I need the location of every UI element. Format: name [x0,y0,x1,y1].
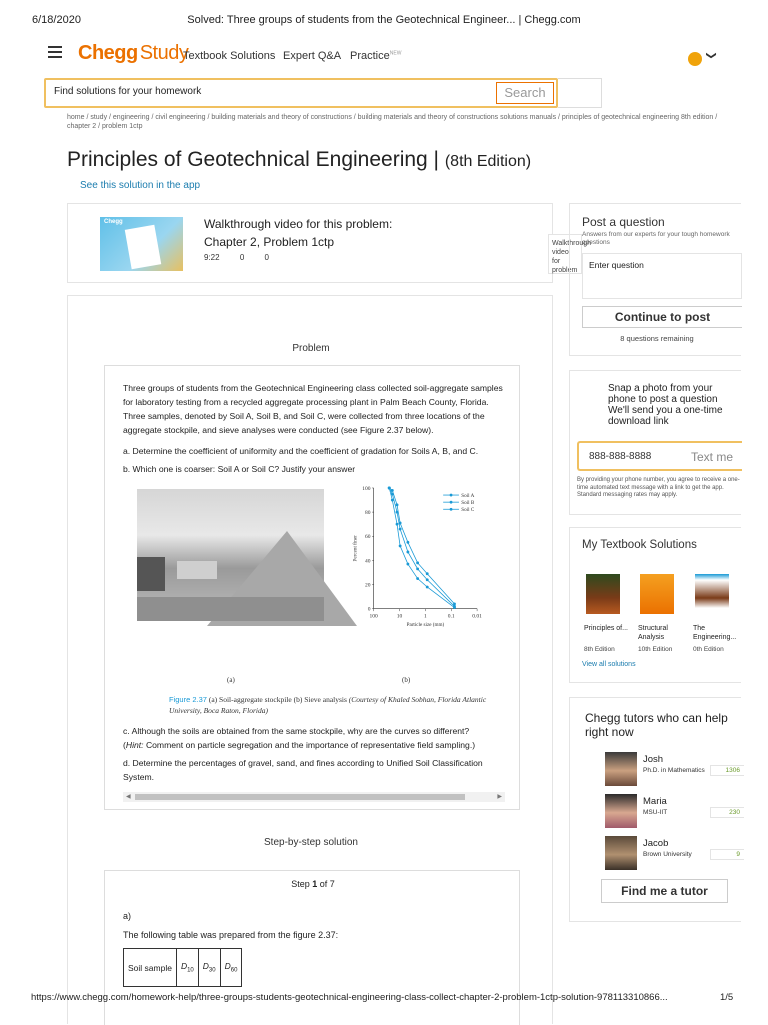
questions-remaining: 8 questions remaining [620,334,694,343]
problem-part-b: b. Which one is coarser: Soil A or Soil C? Justify your answer [123,464,356,474]
x-tick-label: 100 [369,613,378,620]
step-part: a) [123,911,132,921]
post-question-title: Post a question [582,215,665,229]
data-point [396,523,399,526]
data-point [453,602,456,605]
step-word: Step [291,879,310,889]
tutor-degree: MSU-IIT [643,809,668,816]
d-subscript: 60 [230,967,238,974]
data-point [388,487,391,490]
print-title: Solved: Three groups of students from the Geotechnical Engineer... | Chegg.com [187,14,581,26]
book-cover[interactable] [695,574,729,614]
book-title: Principles of Geotechnical Engineering [67,148,428,171]
d-symbol: D [224,961,231,972]
video-title: Walkthrough video for this problem: [204,217,393,231]
tutor-avatar[interactable] [605,836,637,870]
stockpile-photo [137,489,324,621]
y-tick-label: 100 [362,485,371,492]
data-point [426,572,429,575]
book-cover[interactable] [640,574,674,614]
table-header-cell [220,949,242,987]
nav-practice[interactable] [350,50,401,62]
scroll-right-icon[interactable]: ▶ [497,794,502,800]
textbook-item[interactable] [584,574,634,653]
book-item-title: The Engineering... [693,625,737,641]
data-point [399,528,402,531]
d-symbol: D [180,961,188,972]
print-date: 6/18/2020 [32,14,81,26]
paper-icon [125,225,161,270]
print-page: 1/5 [720,992,734,1003]
data-point [399,545,402,548]
figure-caption-b: (b) [402,676,411,684]
breadcrumb[interactable]: home / study / engineering / civil engineering / building materials and theory of constructions / building materials and theory of constructions solutions manuals / principles of geotechnical engineering 8th edition / chapter 2 / problem 1ctp [67,114,718,130]
tutor-count: 1306 [710,765,744,776]
table-header-cell [198,949,220,987]
problem-part-d: d. Determine the percentages of gravel, sand, and fines according to Unified Soil Classification System. [123,758,483,782]
truck-shape [137,557,165,591]
book-edition: (8th Edition) [444,153,532,170]
series-line [389,488,454,608]
tutor-row[interactable] [605,752,745,786]
tutor-avatar[interactable] [605,752,637,786]
thumb-brand: Chegg [104,219,123,225]
data-point [406,541,409,544]
solution-table [123,948,242,987]
data-point [406,563,409,566]
textbook-item[interactable] [638,574,688,653]
ground-shape [137,597,324,621]
search-input[interactable] [54,86,474,97]
x-tick-label: 1 [424,613,427,620]
problem-box [104,365,520,810]
video-likes[interactable]: 0 [239,253,245,262]
data-point [416,567,419,570]
book-item-edition: 0th Edition [693,646,724,653]
tutor-name: Jacob [643,838,669,849]
step-header [105,879,521,889]
problem-label: Problem [292,343,330,354]
y-tick-label: 20 [365,582,371,589]
menu-icon[interactable] [48,46,62,58]
figure-caption [169,694,509,716]
search-button[interactable]: Search [496,82,554,104]
x-tick-label: 10 [396,613,403,620]
y-tick-label: 0 [367,606,371,613]
new-badge: NEW [389,50,402,57]
book-item-title: Structural Analysis [638,625,668,641]
video-tooltip: Walkthrough video for problem [548,234,582,274]
search-side-area [558,78,602,108]
tutors-panel [569,697,741,922]
top-nav [48,44,728,70]
video-subtitle: Chapter 2, Problem 1ctp [204,235,335,249]
data-point [426,586,429,589]
tutor-count: 9 [710,849,744,860]
nav-textbook-solutions[interactable]: Textbook Solutions [183,50,276,62]
figure-caption-a: (a) [227,676,235,684]
text-me-button[interactable]: Text me [691,450,734,464]
legal-text: By providing your phone number, you agree to receive a one-time automated text message with a link to get the app. Standard messaging rates may apply. [577,477,740,498]
data-point [399,522,402,525]
book-cover[interactable] [586,574,620,614]
d-subscript: 30 [208,967,216,974]
textbook-solutions-panel [569,527,741,683]
page-title: Principles of Geotechnical Engineering | (8th Edition) [67,148,532,171]
problem-intro: Three groups of students from the Geotechnical Engineering class collected soil-aggregate samples for laboratory testing from a recycled aggregate processing plant in Palm Beach County, Florida. Three samples, denoted by Soil A, Soil B, and Soil C, were collected from three locations of the aggregate stockpile, and sieve analyses were conducted (see Figure 2.37 below). [123,383,503,435]
data-point [453,606,456,609]
sieve-analysis-chart [330,484,505,634]
video-card[interactable] [67,203,553,283]
legend-marker [450,501,453,504]
view-all-solutions-link[interactable]: View all solutions [582,661,636,668]
step-of: of 7 [319,879,335,889]
book-item-edition: 8th Edition [584,646,615,653]
chevron-down-icon[interactable]: ❯ [705,51,717,60]
continue-to-post-button[interactable]: Continue to post [582,306,742,328]
tutor-avatar[interactable] [605,794,637,828]
print-url: https://www.chegg.com/homework-help/three-groups-students-geotechnical-engineering-class-collect-chapter-2-problem-1ctp-solution-978113310866... [31,992,668,1003]
data-point [391,499,394,502]
y-tick-label: 40 [365,558,371,565]
phone-input-group [577,441,742,471]
table-header-row [124,949,242,987]
chegg-study-logo[interactable] [78,42,188,65]
data-point [406,551,409,554]
search-bar [44,78,558,108]
table-header-cell [176,949,198,987]
tutor-row[interactable] [605,794,745,828]
y-tick-label: 60 [365,534,371,541]
series-line [389,488,454,606]
scrollbar-thumb[interactable] [135,794,465,800]
nav-practice-label: Practice [350,50,390,62]
post-question-subtitle: Answers from our experts for your tough homework questions [582,231,730,246]
problem-part-a: a. Determine the coefficient of uniformity and the coefficient of gradation for Soils A, B, and C. [123,446,479,456]
hint-text: Comment on particle segregation and the importance of representative field sampling.) [145,740,476,750]
legend-label: Soil B [461,500,475,507]
scroll-left-icon[interactable]: ◀ [126,794,131,800]
data-point [391,489,394,492]
problem-card [67,295,553,1024]
textbooks-title: My Textbook Solutions [582,539,697,551]
textbook-item[interactable] [693,574,743,653]
d-subscript: 10 [187,967,194,974]
horizontal-scrollbar[interactable] [123,792,505,802]
video-duration: 9:22 [204,253,220,262]
snap-text: Snap a photo from your phone to post a question We'll send you a one-time download link [608,383,723,427]
data-point [426,578,429,581]
video-dislikes[interactable]: 0 [264,253,269,262]
tutor-count: 230 [710,807,744,818]
nav-expert-qa[interactable]: Expert Q&A [283,50,342,62]
step-description: The following table was prepared from the figure 2.37: [123,930,339,940]
problem-part-c: c. Although the soils are obtained from the same stockpile, why are the curves so different? (Hint: Comment on particle segregation and the importance of representative field sampling.) [123,726,476,750]
book-item-title: Principles of... [584,625,628,632]
video-meta [204,253,287,262]
app-link[interactable]: See this solution in the app [80,180,201,191]
figure-number: Figure 2.37 [169,695,207,704]
tutor-name: Maria [643,796,667,807]
legend-marker [450,508,453,511]
hint-label: Hint: [125,740,144,750]
y-tick-label: 80 [365,510,371,517]
user-avatar[interactable] [688,52,702,66]
post-question-panel [569,203,741,356]
legend-marker [450,494,453,497]
tutors-title: Chegg tutors who can help right now [585,711,728,739]
find-tutor-button[interactable]: Find me a tutor [601,879,728,903]
d-symbol: D [202,961,209,972]
legend-label: Soil A [461,493,475,500]
data-point [416,561,419,564]
question-input[interactable]: Enter question [582,253,742,299]
tutor-degree: Ph.D. in Mathematics [643,767,705,774]
logo-study: Study [139,42,189,64]
tutor-degree: Brown University [643,851,692,858]
logo-chegg: Chegg [78,42,138,64]
x-axis-label: Particle size (mm) [406,622,445,629]
x-tick-label: 0.1 [447,613,455,620]
video-thumbnail[interactable] [100,217,183,271]
problem-part-c-text: c. Although the soils are obtained from the same stockpile, why are the curves so different? [123,726,470,736]
snap-photo-panel [569,370,741,515]
y-axis-label: Percent finer [352,535,359,562]
data-point [416,577,419,580]
figure-credit: (Courtesy of Khaled Sobhan, Florida Atlantic University, Boca Raton, Florida) [169,695,487,715]
phone-input[interactable]: 888-888-8888 [589,451,652,462]
step-number: 1 [312,879,318,889]
solution-label: Step-by-step solution [264,837,358,848]
tutor-row[interactable] [605,836,745,870]
figure-text: (a) Soil-aggregate stockpile (b) Sieve analysis [208,695,347,704]
x-tick-label: 0.01 [472,613,482,620]
tutor-name: Josh [643,754,664,765]
data-point [396,503,399,506]
legend-label: Soil C [461,507,475,514]
table-header-cell: Soil sample [124,949,177,987]
book-item-edition: 10th Edition [638,646,673,653]
